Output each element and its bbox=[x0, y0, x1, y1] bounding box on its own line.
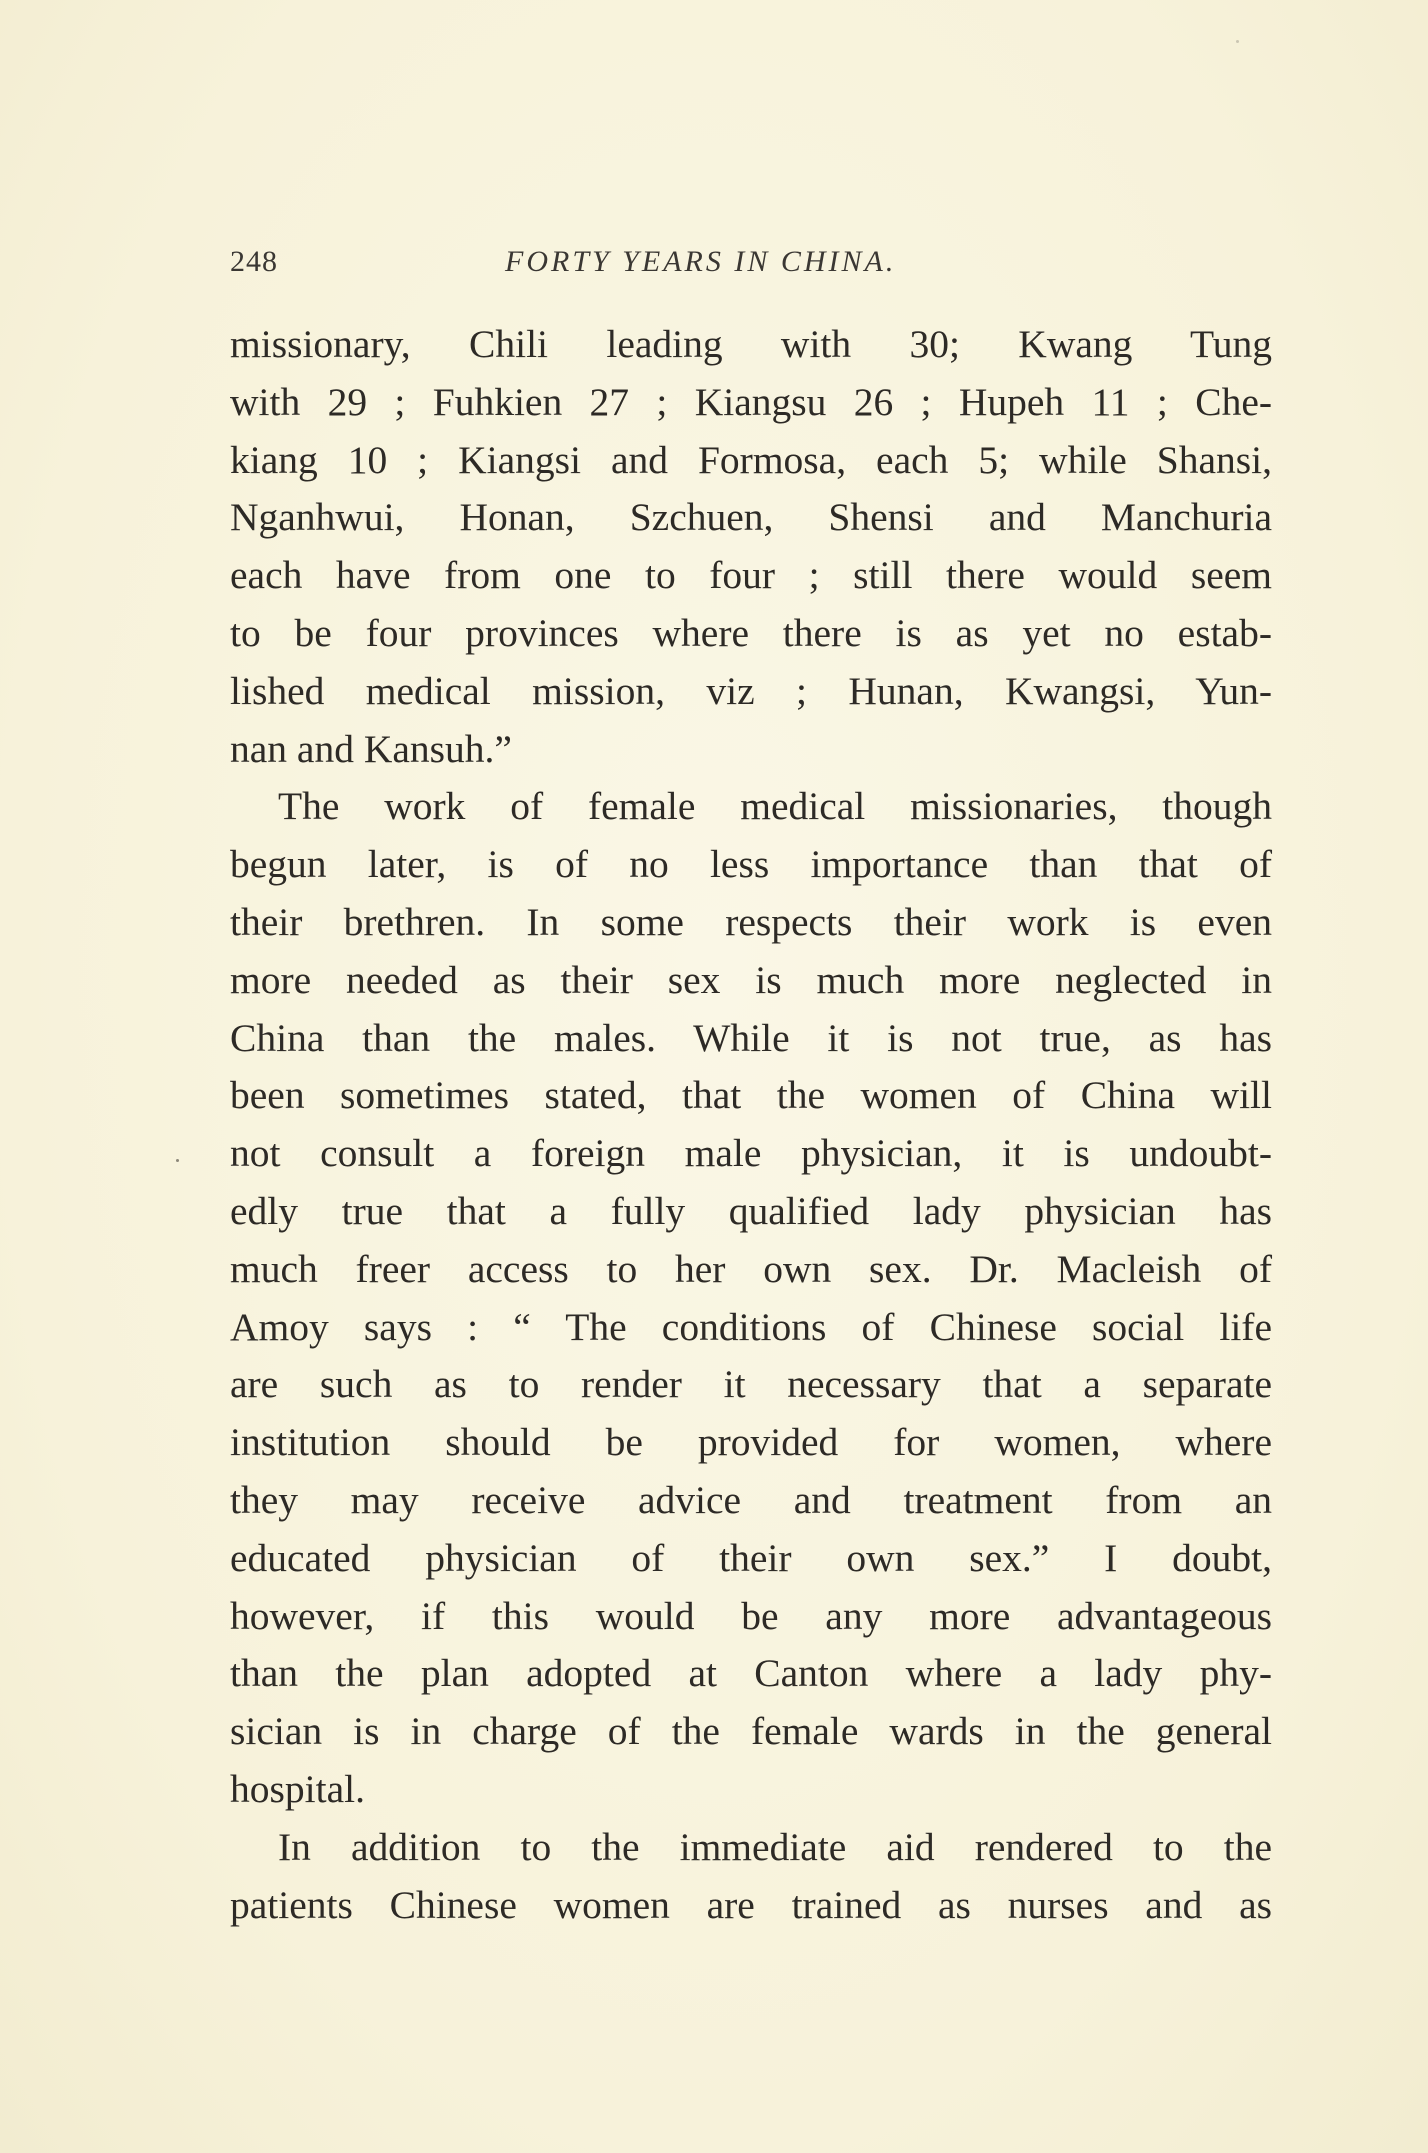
text-line: with 29 ; Fuhkien 27 ; Kiangsu 26 ; Hupeh 11 ; Che- bbox=[230, 379, 1272, 424]
text-line: are such as to render it necessary that a separate bbox=[230, 1362, 1272, 1407]
text-line: Amoy says : “ The conditions of Chinese social life bbox=[230, 1304, 1272, 1349]
text-line: Nganhwui, Honan, Szchuen, Shensi and Manchuria bbox=[230, 495, 1272, 540]
text-line: lished medical mission, viz ; Hunan, Kwangsi, Yun- bbox=[230, 668, 1272, 713]
text-line: nan and Kansuh.” bbox=[230, 726, 512, 771]
text-line: edly true that a fully qualified lady physician has bbox=[230, 1188, 1272, 1233]
body-text bbox=[230, 316, 1272, 1934]
text-line: educated physician of their own sex.” I doubt, bbox=[230, 1535, 1272, 1580]
text-line: more needed as their sex is much more neglected in bbox=[230, 957, 1272, 1002]
text-line: sician is in charge of the female wards in the general bbox=[230, 1709, 1272, 1754]
text-line: kiang 10 ; Kiangsi and Formosa, each 5; while Shansi, bbox=[230, 437, 1272, 482]
paper-speck bbox=[1236, 40, 1239, 43]
page-header bbox=[230, 245, 1270, 295]
text-line: hospital. bbox=[230, 1766, 365, 1811]
paper-speck bbox=[176, 1159, 179, 1162]
text-line: they may receive advice and treatment from an bbox=[230, 1477, 1272, 1522]
running-head: FORTY YEARS IN CHINA. bbox=[505, 245, 897, 278]
text-line: China than the males. While it is not true, as has bbox=[230, 1015, 1272, 1060]
text-line: institution should be provided for women, where bbox=[230, 1420, 1272, 1465]
text-line: their brethren. In some respects their work is even bbox=[230, 899, 1272, 944]
paragraph-start-line: The work of female medical missionaries, though bbox=[278, 784, 1272, 829]
text-line: begun later, is of no less importance than that of bbox=[230, 842, 1272, 887]
text-line: patients Chinese women are trained as nurses and as bbox=[230, 1882, 1272, 1927]
text-line: to be four provinces where there is as yet no estab- bbox=[230, 610, 1272, 655]
text-line: been sometimes stated, that the women of China will bbox=[230, 1073, 1272, 1118]
text-line: than the plan adopted at Canton where a lady phy- bbox=[230, 1651, 1272, 1696]
text-line: however, if this would be any more advantageous bbox=[230, 1593, 1272, 1638]
paragraph-start-line: In addition to the immediate aid rendered to the bbox=[278, 1824, 1272, 1869]
text-line: much freer access to her own sex. Dr. Macleish of bbox=[230, 1246, 1272, 1291]
text-line: not consult a foreign male physician, it is undoubt- bbox=[230, 1131, 1272, 1176]
text-line: each have from one to four ; still there would seem bbox=[230, 553, 1272, 598]
text-line: missionary, Chili leading with 30; Kwang Tung bbox=[230, 322, 1272, 366]
page-number: 248 bbox=[230, 245, 278, 278]
